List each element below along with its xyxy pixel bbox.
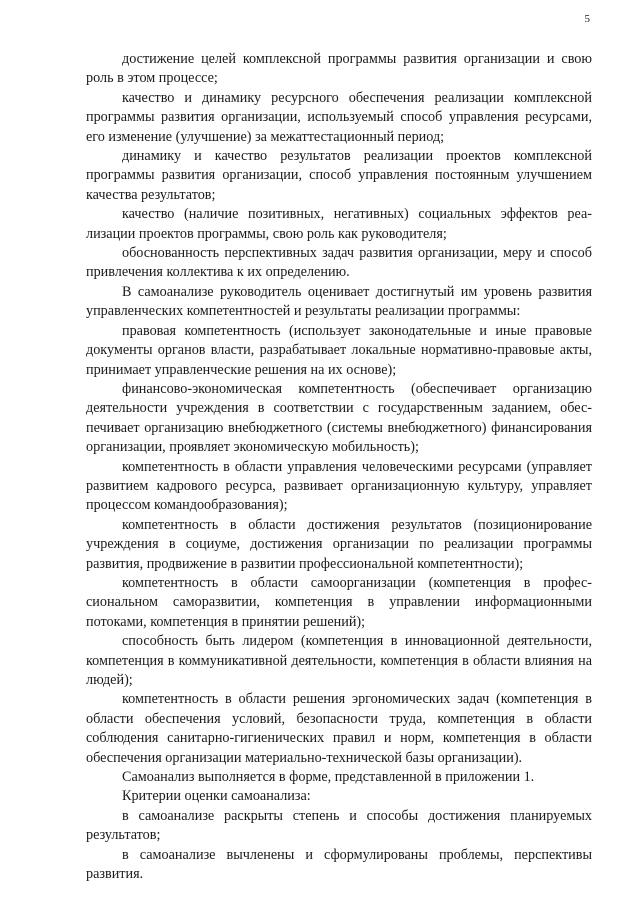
paragraph: компетентность в области управления человеческими ресурсами (управляет развитием кадрового ресурса, развивает организационную культуру, управляет процессом командообразования); (86, 458, 592, 514)
paragraph: компетентность в области решения эргономических задач (компетенция в области обеспечения условий, безопасности труда, компетенция в области соблюдения санитарно-гигиенических правил и норм, компетенция в области обеспечения организации материально-технической базы организации). (86, 691, 592, 766)
paragraph: качество и динамику ресурсного обеспечения реализации комплексной программы развития организации, используемый способ управления ресурсами, его изменение (улучшение) за межаттестационный период; (86, 89, 592, 145)
paragraph: Самоанализ выполняется в форме, представленной в приложении 1. (122, 769, 535, 786)
paragraph: обоснованность перспективных задач развития организации, меру и способ привлечения коллектива к их определению. (86, 245, 592, 281)
paragraph: способность быть лидером (компетенция в инновационной деятельности, компетенция в коммуникативной деятельности, компетенция в области влияния на людей); (86, 633, 592, 688)
paragraph: Критерии оценки самоанализа: (122, 788, 311, 805)
paragraph: компетентность в области достижения результатов (позиционирование учреждения в социуме, достижения организации по реализации программы развития, продвижение в развитии профессиональной компетентности); (86, 516, 592, 572)
paragraph: финансово-экономическая компетентность (обеспечивает организацию деятельности учреждения в соответствии с государственным заданием, обеспечивает организацию внебюджетного (системы внебюджетного) финансирования организации, проявляет экономическую мобильность); (86, 380, 592, 456)
paragraph: компетентность в области самоорганизации (компетенция в профессиональном саморазвитии, компетенция в управлении информационными потоками, компетенция в принятии решений); (86, 574, 592, 630)
paragraph: в самоанализе раскрыты степень и способы достижения планируемых результатов; (86, 807, 592, 844)
page-number: 5 (584, 13, 590, 25)
paragraph: качество (наличие позитивных, негативных) социальных эффектов реализации проектов программы, свою роль как руководителя; (86, 206, 592, 242)
paragraph: достижение целей комплексной программы развития организации и свою роль в этом процессе; (86, 51, 592, 87)
paragraph: в самоанализе вычленены и сформулированы проблемы, перспективы развития. (86, 846, 592, 883)
paragraph: динамику и качество результатов реализации проектов комплексной программы развития организации, способ управления постоянным улучшением качества результатов; (86, 148, 592, 203)
paragraph: В самоанализе руководитель оценивает достигнутый им уровень развития управленческих компетентностей и результаты реализации программы: (86, 283, 592, 320)
paragraph: правовая компетентность (использует законодательные и иные правовые документы органов власти, разрабатывает локальные нормативно-правовые акты, принимает управленческие решения на их основе); (86, 322, 592, 378)
document-body (86, 50, 592, 884)
